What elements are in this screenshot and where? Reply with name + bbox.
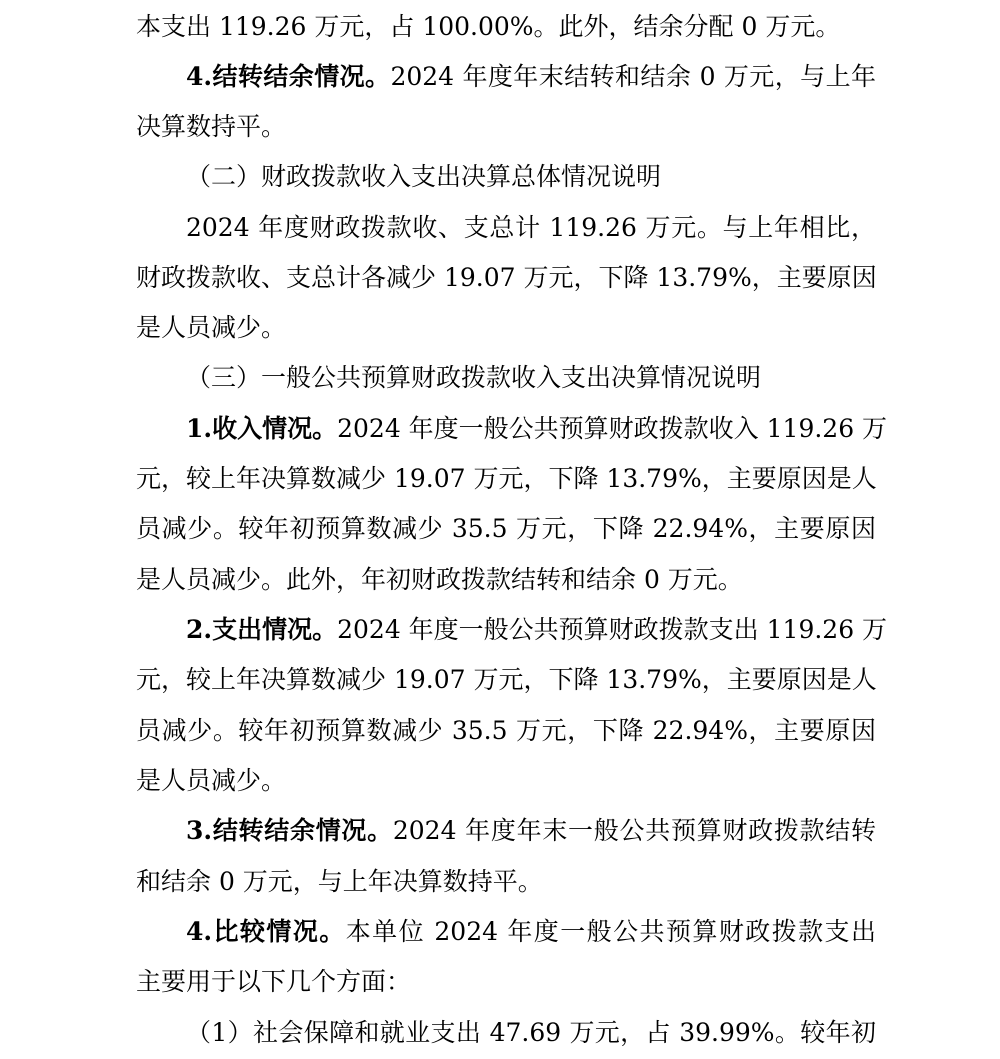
item-heading: 1.收入情况。 [186,414,338,443]
item-heading: 3.结转结余情况。 [186,816,393,845]
paragraph-line [136,102,876,152]
line-text: （三）一般公共预算财政拨款收入支出决算情况说明 [186,363,762,392]
line-text: 2024 年度一般公共预算财政拨款支出 119.26 万 [337,615,888,644]
line-text: 2024 年度一般公共预算财政拨款收入 119.26 万 [337,414,888,443]
paragraph-line [186,1008,876,1058]
paragraph-line [136,253,876,303]
line-text: 主要用于以下几个方面： [136,967,412,996]
item-heading: 2.支出情况。 [186,615,338,644]
paragraph-line [186,52,876,102]
paragraph-line [186,907,876,957]
line-text: 本支出 119.26 万元，占 100.00%。此外，结余分配 0 万元。 [136,12,841,41]
line-text: 2024 年度年末一般公共预算财政拨款结转 [392,816,876,845]
paragraph-line [186,806,876,856]
line-text: 是人员减少。此外，年初财政拨款结转和结余 0 万元。 [136,565,743,594]
paragraph-line [186,605,888,655]
paragraph-line [136,756,876,806]
line-text: 元，较上年决算数减少 19.07 万元，下降 13.79%，主要原因是人 [136,464,877,493]
line-text: 员减少。较年初预算数减少 35.5 万元，下降 22.94%，主要原因 [136,514,876,543]
line-text: （1）社会保障和就业支出 47.69 万元，占 39.99%。较年初 [186,1018,876,1047]
line-text: 元，较上年决算数减少 19.07 万元，下降 13.79%，主要原因是人 [136,665,877,694]
section-heading [186,353,876,403]
line-text: 员减少。较年初预算数减少 35.5 万元，下降 22.94%，主要原因 [136,716,876,745]
line-text: 是人员减少。 [136,313,287,342]
line-text: 2024 年度年末结转和结余 0 万元，与上年 [390,62,876,91]
paragraph-line [136,706,876,756]
paragraph-line [186,404,888,454]
line-text: （二）财政拨款收入支出决算总体情况说明 [186,162,662,191]
paragraph-line [136,2,876,52]
line-text: 和结余 0 万元，与上年决算数持平。 [136,867,543,896]
line-text: 2024 年度财政拨款收、支总计 119.26 万元。与上年相比， [186,213,876,242]
line-text: 决算数持平。 [136,112,287,141]
item-heading: 4.比较情况。 [186,917,346,946]
paragraph-line [136,504,876,554]
paragraph-line [136,857,876,907]
line-text: 是人员减少。 [136,766,287,795]
paragraph-line [136,454,876,504]
item-heading: 4.结转结余情况。 [186,62,391,91]
paragraph-line [186,203,876,253]
line-text: 本单位 2024 年度一般公共预算财政拨款支出 [345,917,876,946]
paragraph-line [136,555,876,605]
paragraph-line [136,957,876,1007]
line-text: 财政拨款收、支总计各减少 19.07 万元，下降 13.79%，主要原因 [136,263,877,292]
paragraph-line [136,655,876,705]
paragraph-line [136,303,876,353]
section-heading [186,152,876,202]
